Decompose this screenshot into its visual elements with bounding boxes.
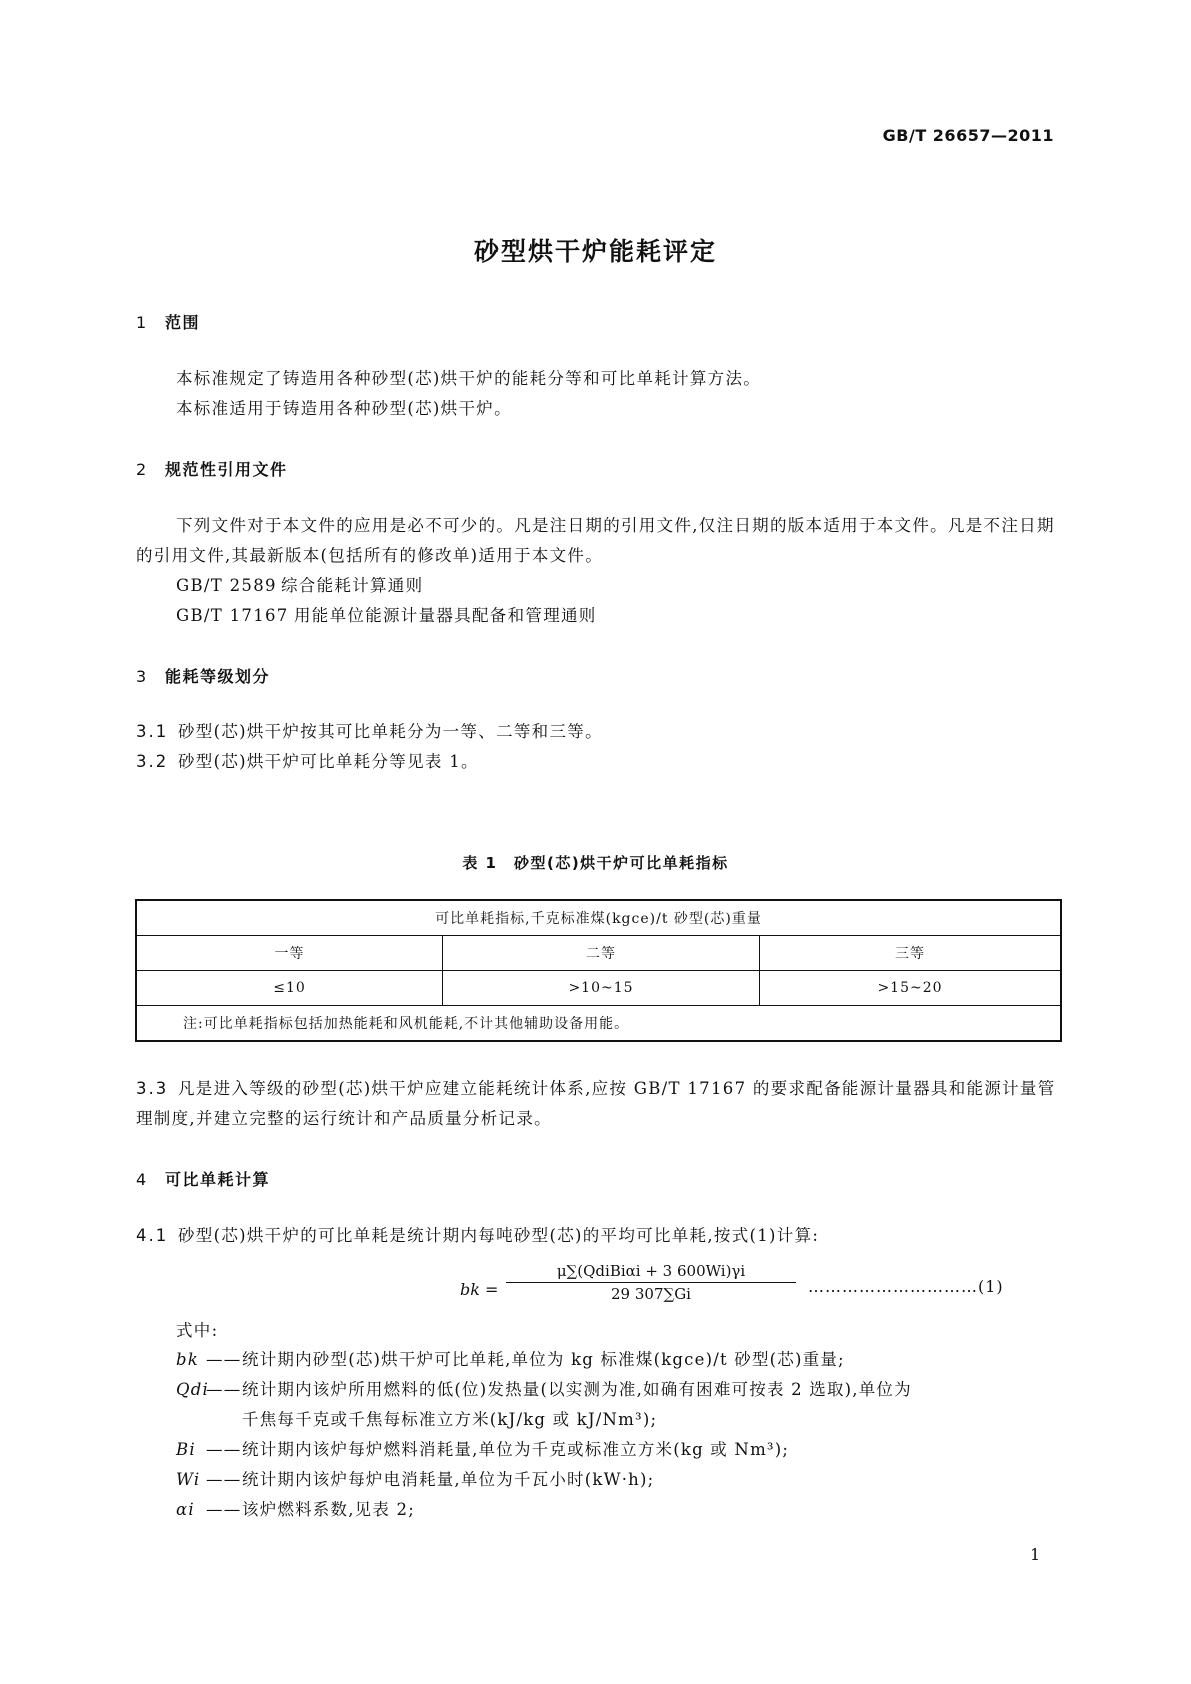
dash: —— — [206, 1350, 242, 1369]
definition-item — [176, 1436, 789, 1460]
definition-continuation: 千焦每千克或千焦每标准立方米(kJ/kg 或 kJ/Nm³); — [242, 1410, 658, 1429]
section-number: 1 — [136, 313, 148, 332]
section-number: 3 — [136, 667, 148, 686]
dash: —— — [206, 1440, 242, 1459]
clause-number: 3.2 — [136, 752, 169, 771]
symbol: Qdi — [176, 1380, 209, 1399]
formula-fraction — [506, 1262, 796, 1303]
table-note-row — [136, 1006, 1061, 1042]
table-cell: 三等 — [760, 936, 1062, 971]
definition-item — [176, 1376, 912, 1400]
normative-reference — [176, 601, 597, 631]
section-number: 4 — [136, 1170, 148, 1189]
table-title: 表 1 砂型(芯)烘干炉可比单耗指标 — [462, 854, 729, 872]
reference-code: GB/T 17167 — [176, 606, 289, 625]
table-row — [136, 971, 1061, 1006]
document-title: 砂型烘干炉能耗评定 — [473, 237, 717, 266]
symbol: αi — [176, 1500, 195, 1519]
clause — [136, 747, 1056, 777]
clause-number: 4.1 — [136, 1226, 169, 1245]
standard-code: GB/T 26657—2011 — [882, 126, 1054, 145]
clause-number: 3.1 — [136, 722, 169, 741]
table-cell: 一等 — [136, 936, 443, 971]
energy-index-table — [135, 899, 1062, 1042]
table-cell: >15~20 — [760, 971, 1062, 1006]
formula-reference: …………………………(1) — [808, 1277, 1004, 1296]
clause-text: 砂型(芯)烘干炉按其可比单耗分为一等、二等和三等。 — [178, 722, 603, 741]
table-cell: 二等 — [443, 936, 760, 971]
section-title: 规范性引用文件 — [165, 460, 288, 479]
table-header-cell: 可比单耗指标,千克标准煤(kgce)/t 砂型(芯)重量 — [136, 900, 1061, 936]
section-1-heading — [136, 310, 200, 333]
reference-name: 用能单位能源计量器具配备和管理通则 — [294, 606, 597, 625]
dash: —— — [206, 1500, 242, 1519]
clause-text: 凡是进入等级的砂型(芯)烘干炉应建立能耗统计体系,应按 GB/T 17167 的要求配备能源计量器具和能源计量管理制度,并建立完整的运行统计和产品质量分析记录。 — [136, 1079, 1056, 1128]
section-4-heading — [136, 1167, 270, 1190]
paragraph: 本标准规定了铸造用各种砂型(芯)烘干炉的能耗分等和可比单耗计算方法。 — [176, 369, 762, 388]
dash: —— — [206, 1470, 242, 1489]
definition-text: 该炉燃料系数,见表 2; — [242, 1500, 415, 1519]
paragraph: 下列文件对于本文件的应用是必不可少的。凡是注日期的引用文件,仅注日期的版本适用于本文件。凡是不注日期的引用文件,其最新版本(包括所有的修改单)适用于本文件。 — [136, 516, 1055, 565]
definition-text: 统计期内该炉每炉电消耗量,单位为千瓦小时(kW·h); — [242, 1470, 655, 1489]
symbol: bk — [176, 1350, 199, 1369]
table-cell: >10~15 — [443, 971, 760, 1006]
clause-number: 3.3 — [136, 1079, 169, 1098]
definition-text: 统计期内该炉所用燃料的低(位)发热量(以实测为准,如确有困难可按表 2 选取),单位为 — [242, 1380, 912, 1399]
section-title: 能耗等级划分 — [165, 667, 271, 686]
dash: —— — [206, 1380, 242, 1399]
reference-name: 综合能耗计算通则 — [281, 576, 424, 595]
definition-item — [176, 1466, 654, 1490]
table-cell: ≤10 — [136, 971, 443, 1006]
definition-text: 统计期内砂型(芯)烘干炉可比单耗,单位为 kg 标准煤(kgce)/t 砂型(芯)重量; — [242, 1350, 845, 1369]
formula-numerator: μ∑(QdiBiαi + 3 600Wi)γi — [506, 1262, 796, 1283]
symbol: Bi — [176, 1440, 196, 1459]
formula-lhs: bk = — [460, 1280, 499, 1299]
clause-text: 砂型(芯)烘干炉可比单耗分等见表 1。 — [178, 752, 479, 771]
table-note: 注:可比单耗指标包括加热能耗和风机能耗,不计其他辅助设备用能。 — [136, 1006, 1061, 1042]
table-row — [136, 936, 1061, 971]
clause — [136, 1221, 1056, 1251]
section-title: 范围 — [165, 313, 201, 332]
section-title: 可比单耗计算 — [165, 1170, 271, 1189]
clause — [136, 717, 1056, 747]
clause-text: 砂型(芯)烘干炉的可比单耗是统计期内每吨砂型(芯)的平均可比单耗,按式(1)计算: — [178, 1226, 820, 1245]
section-number: 2 — [136, 460, 148, 479]
reference-code: GB/T 2589 — [176, 576, 277, 595]
normative-reference — [176, 571, 423, 601]
definition-text: 统计期内该炉每炉燃料消耗量,单位为千克或标准立方米(kg 或 Nm³); — [242, 1440, 790, 1459]
definition-item — [176, 1496, 415, 1520]
symbol: Wi — [176, 1470, 201, 1489]
section-2-heading — [136, 457, 288, 480]
where-label: 式中: — [176, 1321, 219, 1340]
page-number: 1 — [1030, 1545, 1041, 1564]
section-3-heading — [136, 664, 270, 687]
clause — [136, 1074, 1056, 1134]
paragraph: 本标准适用于铸造用各种砂型(芯)烘干炉。 — [176, 399, 512, 418]
formula-denominator: 29 307∑Gi — [611, 1285, 691, 1303]
definition-item — [176, 1346, 845, 1370]
table-header-row — [136, 900, 1061, 936]
